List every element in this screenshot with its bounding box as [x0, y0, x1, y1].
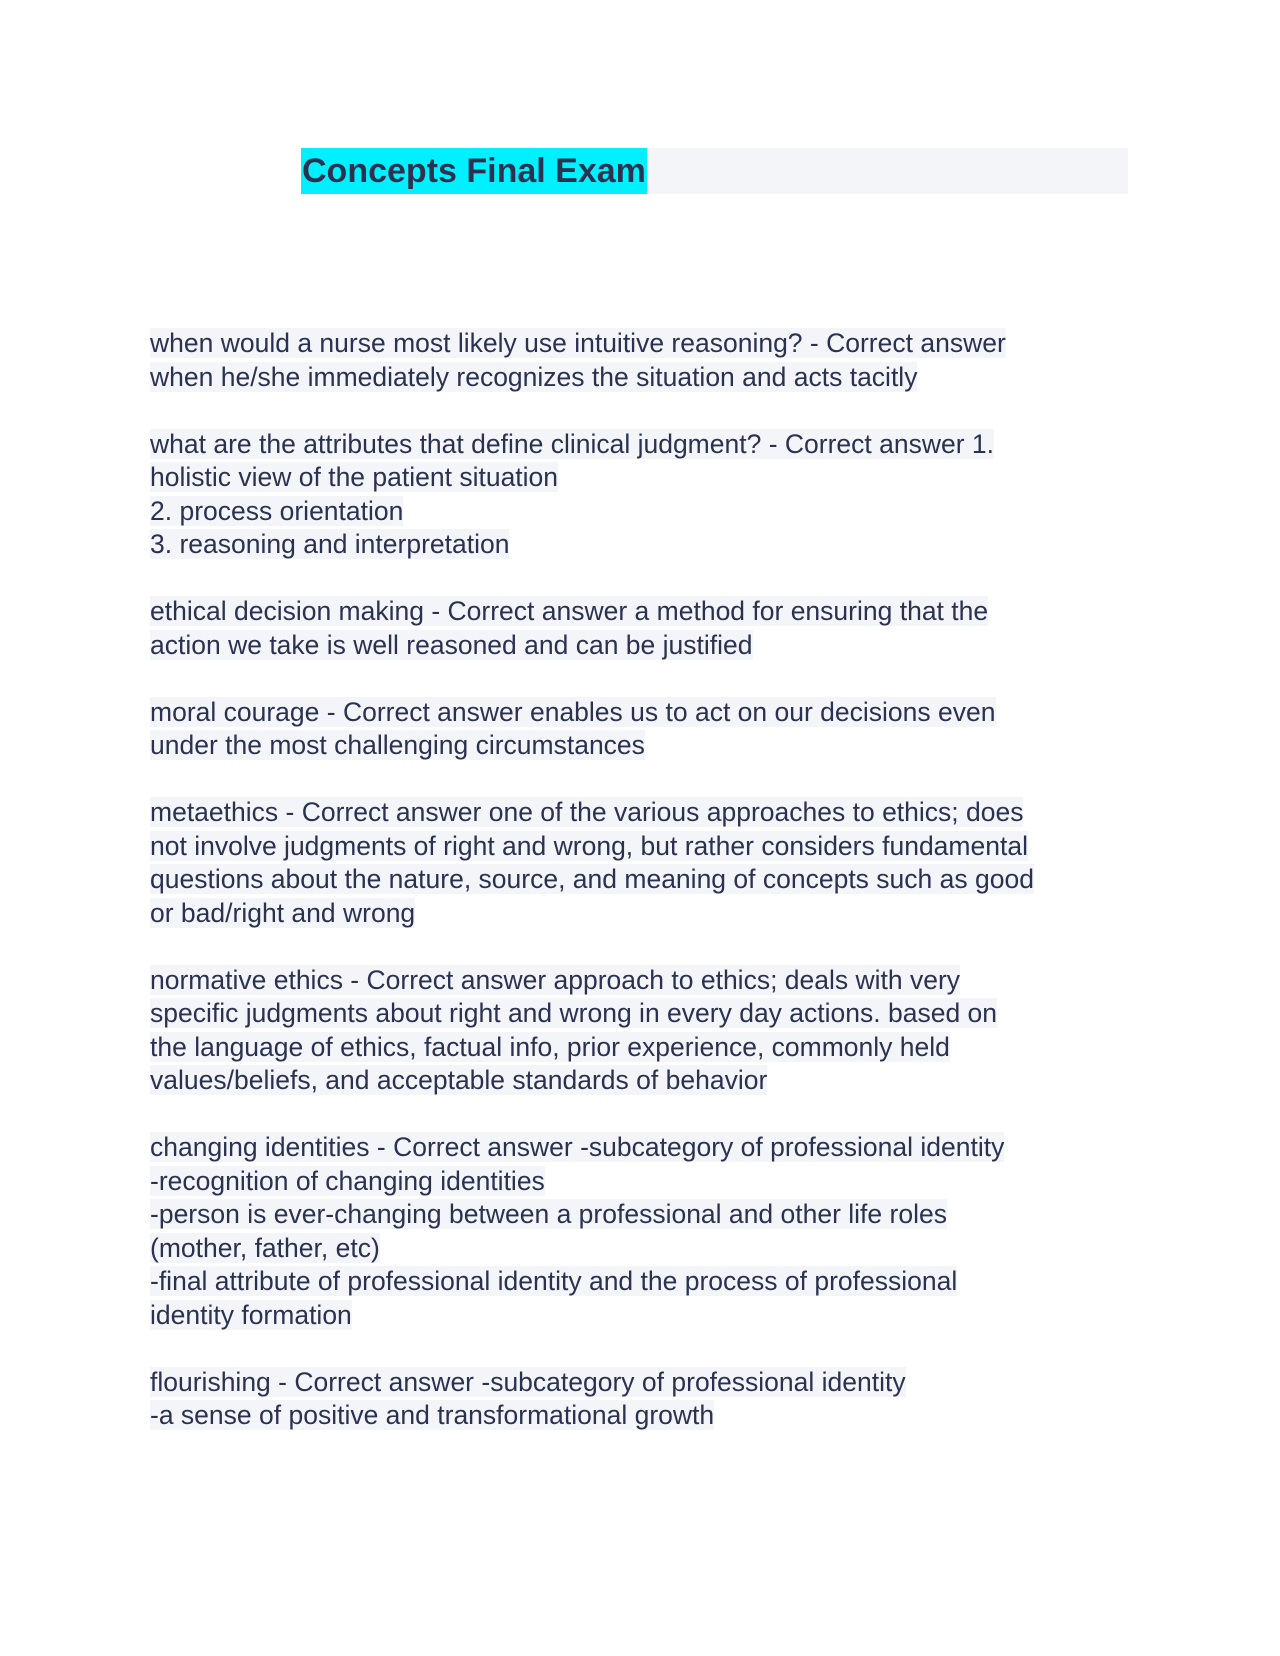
qa-line: normative ethics - Correct answer approach to ethics; deals with very [150, 964, 961, 995]
qa-line: ethical decision making - Correct answer a method for ensuring that the [150, 596, 989, 626]
qa-line: when would a nurse most likely use intuitive reasoning? - Correct answer [150, 328, 1006, 358]
qa-line: identity formation [150, 1299, 352, 1330]
qa-line: holistic view of the patient situation [150, 462, 559, 492]
document-title: Concepts Final Exam [301, 148, 647, 194]
qa-line: -recognition of changing identities [150, 1165, 545, 1196]
qa-item [150, 1366, 1150, 1433]
qa-line: flourishing - Correct answer -subcategory of professional identity [150, 1366, 906, 1397]
qa-item [150, 327, 1150, 394]
qa-item [150, 1131, 1150, 1332]
qa-line: metaethics - Correct answer one of the various approaches to ethics; does [150, 797, 1024, 827]
qa-line: action we take is well reasoned and can be justified [150, 629, 753, 660]
qa-line: when he/she immediately recognizes the situation and acts tacitly [150, 361, 918, 392]
qa-line: or bad/right and wrong [150, 897, 416, 928]
qa-item [150, 796, 1150, 930]
qa-line: (mother, father, etc) [150, 1232, 380, 1263]
qa-line: what are the attributes that define clinical judgment? - Correct answer 1. [150, 428, 995, 459]
qa-line: -a sense of positive and transformational growth [150, 1400, 715, 1430]
qa-line: not involve judgments of right and wrong, but rather considers fundamental [150, 830, 1028, 861]
qa-line: changing identities - Correct answer -subcategory of professional identity [150, 1132, 1005, 1162]
qa-line: under the most challenging circumstances [150, 730, 645, 760]
qa-list [150, 327, 1150, 1466]
qa-line: values/beliefs, and acceptable standards of behavior [150, 1065, 768, 1095]
qa-item [150, 595, 1150, 662]
qa-line: the language of ethics, factual info, prior experience, commonly held [150, 1031, 950, 1062]
qa-line: -person is ever-changing between a professional and other life roles [150, 1199, 947, 1229]
qa-line: 3. reasoning and interpretation [150, 529, 510, 559]
qa-line: moral courage - Correct answer enables us to act on our decisions even [150, 696, 996, 727]
qa-line: -final attribute of professional identity and the process of professional [150, 1266, 958, 1296]
qa-line: questions about the nature, source, and meaning of concepts such as good [150, 864, 1034, 894]
qa-item [150, 696, 1150, 763]
qa-line: specific judgments about right and wrong in every day actions. based on [150, 998, 998, 1028]
qa-item [150, 428, 1150, 562]
qa-item [150, 964, 1150, 1098]
qa-line: 2. process orientation [150, 495, 404, 526]
